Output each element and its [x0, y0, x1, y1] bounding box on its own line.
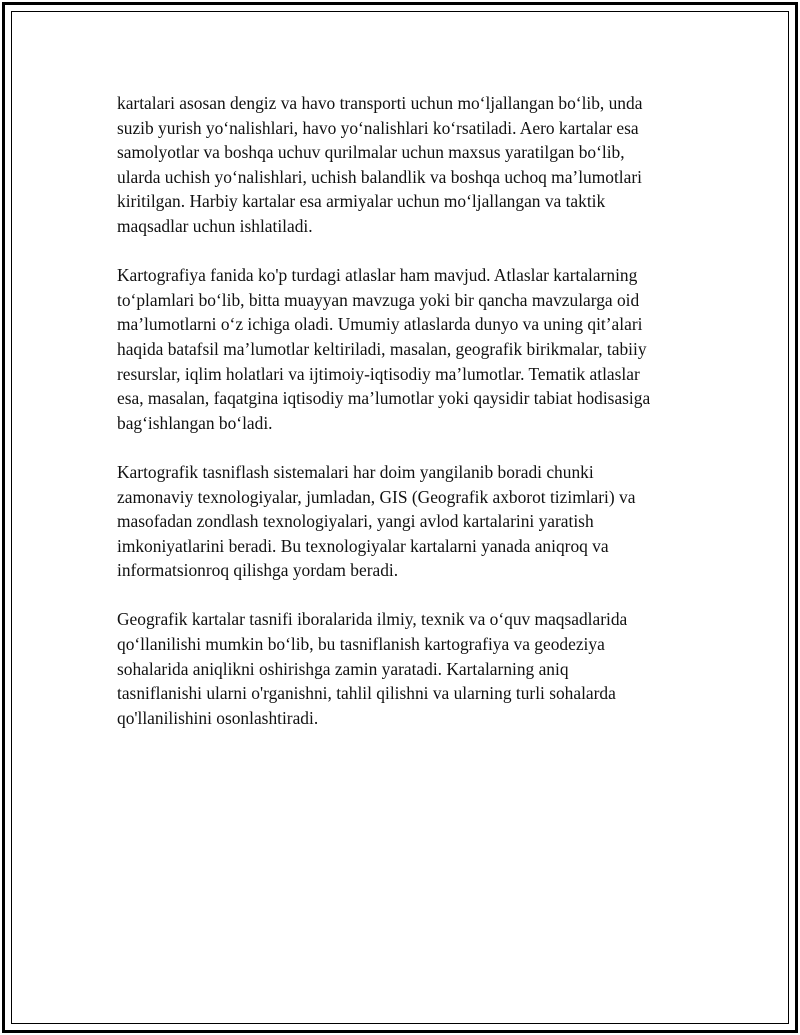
text-line: informatsionroq qilishga yordam beradi. — [117, 560, 399, 581]
text-line: resurslar, iqlim holatlari va ijtimoiy-iqtisodiy ma’lumotlar. Tematik atlaslar — [117, 363, 640, 384]
text-line: esa, masalan, faqatgina iqtisodiy ma’lumotlar yoki qaysidir tabiat hodisasiga — [117, 388, 651, 409]
document-body — [117, 91, 692, 755]
text-line: suzib yurish yo‘nalishlari, havo yo‘nalishlari ko‘rsatiladi. Aero kartalar esa — [117, 117, 639, 138]
text-line: to‘plamlari bo‘lib, bitta muayyan mavzuga yoki bir qancha mavzularga oid — [117, 289, 640, 310]
text-line: Kartografiya fanida ko'p turdagi atlaslar ham mavjud. Atlaslar kartalarning — [117, 265, 638, 286]
text-line: kartalari asosan dengiz va havo transporti uchun mo‘ljallangan bo‘lib, unda — [117, 93, 643, 113]
text-line: qo'llanilishini osonlashtiradi. — [117, 707, 319, 728]
text-line: imkoniyatlarini beradi. Bu texnologiyalar kartalarni yanada aniqroq va — [117, 535, 609, 556]
text-line: Kartografik tasniflash sistemalari har doim yangilanib boradi chunki — [117, 461, 594, 482]
paragraph-conclusion — [117, 607, 692, 730]
text-line: masofadan zondlash texnologiyalari, yangi avlod kartalarini yaratish — [117, 511, 594, 532]
text-line: haqida batafsil ma’lumotlar keltiriladi, masalan, geografik birikmalar, tabiiy — [117, 338, 647, 359]
text-line: samolyotlar va boshqa uchuv qurilmalar uchun maxsus yaratilgan bo‘lib, — [117, 142, 625, 163]
text-line: kiritilgan. Harbiy kartalar esa armiyalar uchun mo‘ljallangan va taktik — [117, 191, 606, 212]
text-line: qo‘llanilishi mumkin bo‘lib, bu tasniflanish kartografiya va geodeziya — [117, 634, 605, 655]
text-line: ularda uchish yo‘nalishlari, uchish balandlik va boshqa uchoq ma’lumotlari — [117, 166, 642, 187]
paragraph-atlases — [117, 263, 692, 435]
text-line: sohalarida aniqlikni oshirishga zamin yaratadi. Kartalarning aniq — [117, 658, 569, 679]
text-line: bag‘ishlangan bo‘ladi. — [117, 412, 273, 433]
text-line: Geografik kartalar tasnifi iboralarida ilmiy, texnik va o‘quv maqsadlarida — [117, 609, 628, 630]
paragraph-classification-systems — [117, 460, 692, 583]
text-line: maqsadlar uchun ishlatiladi. — [117, 215, 313, 236]
paragraph-map-types — [117, 91, 692, 239]
text-line: ma’lumotlarni o‘z ichiga oladi. Umumiy atlaslarda dunyo va uning qit’alari — [117, 314, 643, 335]
text-line: zamonaviy texnologiyalar, jumladan, GIS (Geografik axborot tizimlari) va — [117, 486, 636, 507]
text-line: tasniflanishi ularni o'rganishni, tahlil qilishni va ularning turli sohalarda — [117, 683, 616, 704]
